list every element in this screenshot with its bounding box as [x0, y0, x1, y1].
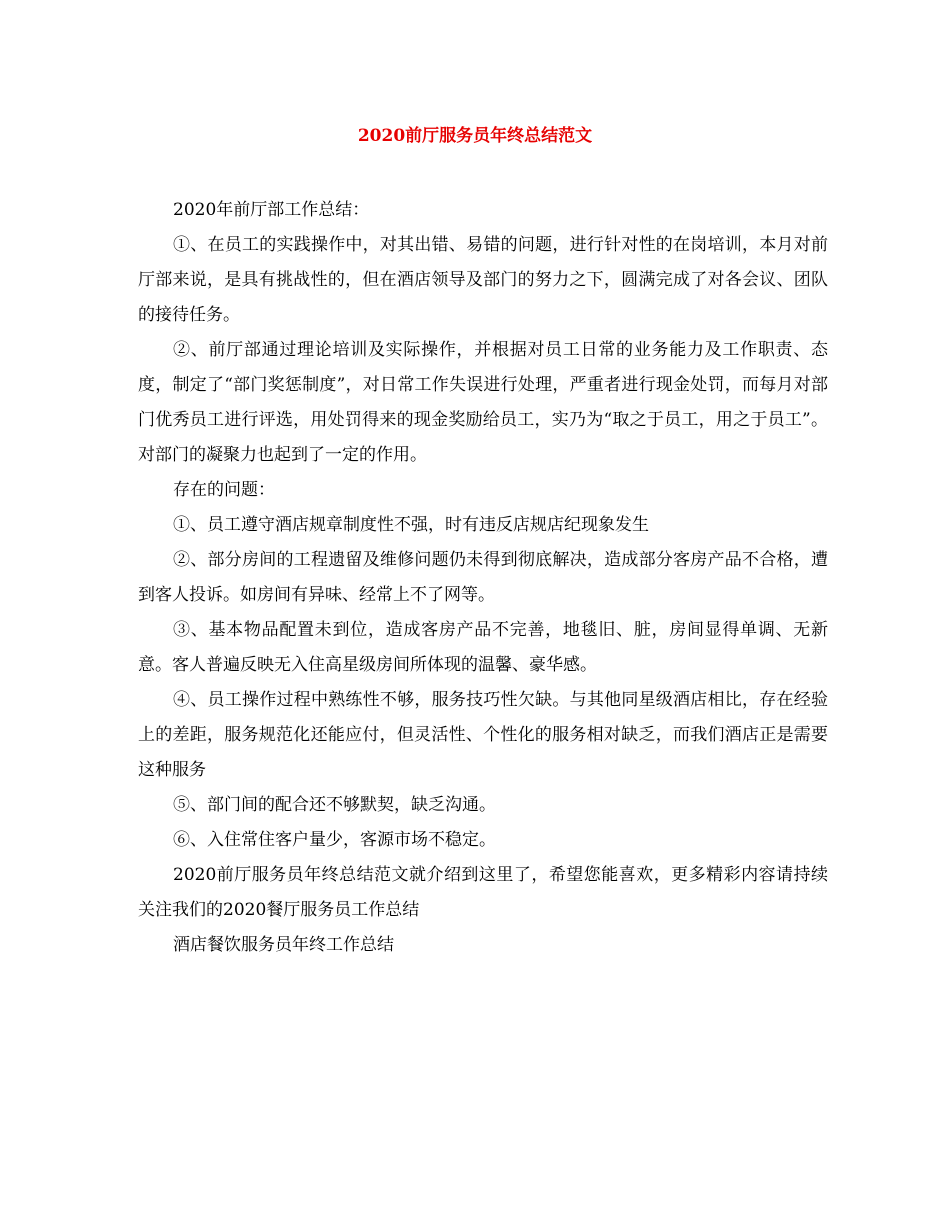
document-body [138, 193, 828, 963]
paragraph-problems-heading: 存在的问题： [173, 480, 275, 500]
paragraph-problem-5: ⑤、部门间的配合还不够默契，缺乏沟通。 [173, 795, 496, 815]
paragraph-problem-2: ②、部分房间的工程遗留及维修问题仍未得到彻底解决，造成部分客房产品不合格，遭到客人投诉。如房间有异味、经常上不了网等。 [138, 550, 828, 605]
paragraph-problem-3: ③、基本物品配置未到位，造成客房产品不完善，地毯旧、脏，房间显得单调、无新意。客人普遍反映无入住高星级房间所体现的温馨、豪华感。 [138, 620, 828, 675]
paragraph-item-1: ①、在员工的实践操作中，对其出错、易错的问题，进行针对性的在岗培训，本月对前厅部来说，是具有挑战性的，但在酒店领导及部门的努力之下，圆满完成了对各会议、团队的接待任务。 [138, 235, 828, 325]
paragraph-problem-1: ①、员工遵守酒店规章制度性不强，时有违反店规店纪现象发生 [173, 515, 649, 535]
paragraph-problem-6: ⑥、入住常住客户量少，客源市场不稳定。 [173, 830, 496, 850]
paragraph-closing: 2020前厅服务员年终总结范文就介绍到这里了，希望您能喜欢，更多精彩内容请持续关注我们的2020餐厅服务员工作总结 [138, 865, 828, 920]
paragraph-problem-4: ④、员工操作过程中熟练性不够，服务技巧性欠缺。与其他同星级酒店相比，存在经验上的差距，服务规范化还能应付，但灵活性、个性化的服务相对缺乏，而我们酒店正是需要这种服务 [138, 690, 828, 780]
paragraph-item-2: ②、前厅部通过理论培训及实际操作，并根据对员工日常的业务能力及工作职责、态度，制定了“部门奖惩制度”，对日常工作失误进行处理，严重者进行现金处罚，而每月对部门优秀员工进行评选，用处罚得来的现金奖励给员工，实乃为“取之于员工，用之于员工”。对部门的凝聚力也起到了一定的作用。 [138, 340, 828, 465]
paragraph-related-link: 酒店餐饮服务员年终工作总结 [173, 935, 394, 955]
document-title: 2020前厅服务员年终总结范文 [357, 126, 593, 146]
paragraph-summary-heading: 2020年前厅部工作总结： [173, 200, 370, 220]
